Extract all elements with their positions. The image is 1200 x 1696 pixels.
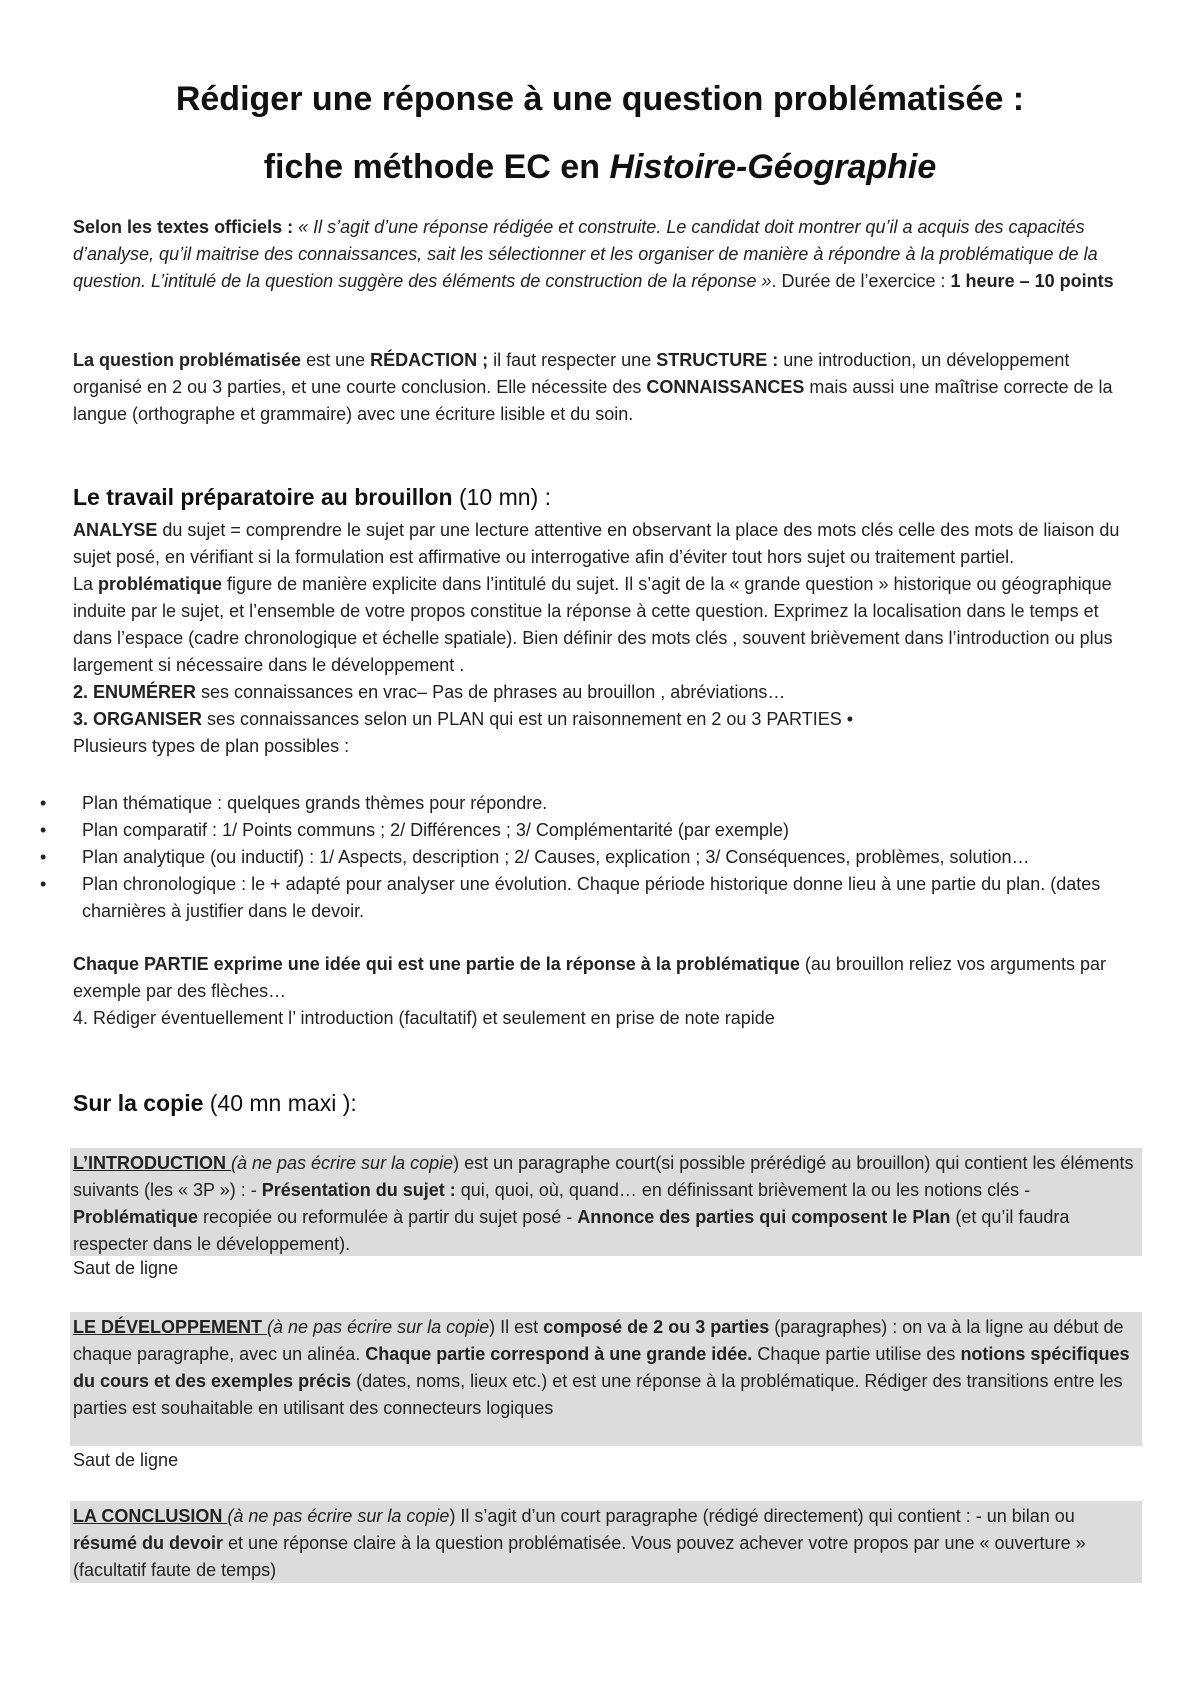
partie-rest: (au brouillon reliez vos arguments par exemple par des flèches… [73, 954, 1107, 1001]
copie-heading-rest: (40 mn maxi ): [203, 1090, 357, 1116]
step3-label: 3. ORGANISER [73, 709, 203, 729]
developpement-label: LE DÉVELOPPEMENT [73, 1317, 268, 1337]
developpement-text-1: ) Il est [489, 1317, 544, 1337]
intro-duration-prefix: . Durée de l’exercice : [771, 271, 951, 291]
step-enumerer [73, 679, 1139, 706]
page-title: Rédiger une réponse à une question problématisée : [175, 80, 1025, 118]
prob-text: figure de manière explicite dans l’intitulé du sujet. Il s’agit de la « grande question » historique ou géographique induite par le sujet, et l’ensemble de votre propos constitue la réponse à cette question. Exprimez la localisation dans le temps et dans l’espace (cadre chronologique et échelle spatiale). Bien définir des mots clés , souvent brièvement dans l’introduction ou plus largement si nécessaire dans le développement . [73, 574, 1113, 675]
developpement-text-2: (paragraphes) : on va à la ligne au début de chaque paragraphe, avec un alinéa. [73, 1317, 1124, 1364]
intro-quote: « Il s’agit d’une réponse rédigée et construite. Le candidat doit montrer qu’il a acquis des capacités d’analyse, qu’il maitrise des connaissances, sait les sélectionner et les organiser de manière à répondre à la problématique de la question. L’intitulé de la question suggère des éléments de construction de la réponse » [73, 217, 1098, 291]
bullet-icon: • [40, 847, 47, 867]
prep-section [73, 517, 1139, 760]
introduction-note: (à ne pas écrire sur la copie [231, 1153, 454, 1173]
prep-after-list [73, 951, 1139, 1032]
introduction-label: L’INTRODUCTION [73, 1153, 231, 1173]
conclusion-note: (à ne pas écrire sur la copie [227, 1506, 450, 1526]
introduction-bold-1: Présentation du sujet : [261, 1180, 456, 1200]
prep-heading-bold: Le travail préparatoire au brouillon [73, 484, 453, 510]
list-item [40, 844, 1140, 871]
prob-label: problématique [98, 574, 223, 594]
official-text-paragraph [73, 214, 1139, 295]
developpement-bold-3: notions spécifiques du cours et des exemples précis [73, 1344, 1130, 1391]
subtitle-subject: Histoire-Géographie [609, 148, 937, 186]
step2-text: ses connaissances en vrac– Pas de phrases au brouillon , abréviations… [196, 682, 786, 702]
conclusion-text-1: ) Il s’agit d’un court paragraphe (rédigé directement) qui contient : - un bilan ou [449, 1506, 1075, 1526]
prob-prefix: La [73, 574, 99, 594]
developpement-bold-2: Chaque partie correspond à une grande idée. [365, 1344, 753, 1364]
step-rediger: 4. Rédiger éventuellement l’ introduction (facultatif) et seulement en prise de note rapide [73, 1008, 775, 1028]
introduction-text-3: recopiée ou reformulée à partir du sujet posé - [198, 1207, 578, 1227]
qp-text-4: mais aussi une maîtrise correcte de la langue (orthographe et grammaire) avec une écriture lisible et du soin. [73, 377, 1113, 424]
qp-text-1: est une [301, 350, 371, 370]
bullet-icon: • [40, 874, 47, 894]
qp-text-3: une introduction, un développement organisé en 2 ou 3 parties, et une courte conclusion. Elle nécessite des [73, 350, 1070, 397]
bullet-icon: • [40, 820, 47, 840]
page-subtitle [0, 148, 1200, 187]
prep-heading [73, 484, 551, 511]
qp-redaction: RÉDACTION ; [370, 350, 489, 370]
introduction-paragraph [73, 1150, 1139, 1258]
subtitle-prefix: fiche méthode EC en [263, 148, 610, 186]
partie-bold: Chaque PARTIE exprime une idée qui est une partie de la réponse à la problématique [73, 954, 800, 974]
partie-paragraph [73, 951, 1139, 1005]
introduction-text-2: qui, quoi, où, quand… en définissant brièvement la ou les notions clés - [455, 1180, 1031, 1200]
conclusion-label: LA CONCLUSION [73, 1506, 228, 1526]
developpement-text-3: Chaque partie utilise des [752, 1344, 961, 1364]
list-item [40, 871, 1140, 925]
intro-duration: 1 heure – 10 points [950, 271, 1114, 291]
developpement-note: (à ne pas écrire sur la copie [267, 1317, 490, 1337]
developpement-paragraph [73, 1314, 1139, 1422]
step3-text: ses connaissances selon un PLAN qui est un raisonnement en 2 ou 3 PARTIES • [202, 709, 854, 729]
list-item [40, 817, 1140, 844]
introduction-bold-3: Annonce des parties qui composent le Plan [577, 1207, 951, 1227]
analyse-text: du sujet = comprendre le sujet par une lecture attentive en observant la place des mots clés celle des mots de liaison du sujet posé, en vérifiant si la formulation est affirmative ou interrogative afin d’éviter tout hors sujet ou traitement partiel. [73, 520, 1120, 567]
qp-structure: STRUCTURE : [656, 350, 779, 370]
list-item-text: Plan thématique : quelques grands thèmes pour répondre. [82, 793, 548, 813]
plan-types-list [40, 790, 1140, 925]
prep-heading-rest: (10 mn) : [452, 484, 552, 510]
qp-term: La question problématisée [73, 350, 302, 370]
bullet-icon: • [40, 793, 47, 813]
conclusion-paragraph [73, 1503, 1139, 1584]
qp-connaissances: CONNAISSANCES [646, 377, 805, 397]
introduction-text-1: ) est un paragraphe court(si possible prérédigé au brouillon) qui contient les éléments suivants (les « 3P ») : - [73, 1153, 1134, 1200]
introduction-text-4: (et qu’il faudra respecter dans le développement). [73, 1207, 1070, 1254]
step-organiser [73, 706, 1139, 733]
conclusion-bold-1: résumé du devoir [73, 1533, 224, 1553]
copie-heading-bold: Sur la copie [73, 1090, 204, 1116]
conclusion-text-2: et une réponse claire à la question problématisée. Vous pouvez achever votre propos par une « ouverture » (facultatif faute de temps) [73, 1533, 1086, 1580]
question-definition-paragraph [73, 347, 1139, 428]
developpement-text-4: (dates, noms, lieux etc.) et est une réponse à la problématique. Rédiger des transitions entre les parties est souhaitable en utilisant des connecteurs logiques [73, 1371, 1123, 1418]
list-item-text: Plan analytique (ou inductif) : 1/ Aspects, description ; 2/ Causes, explication ; 3/ Conséquences, problèmes, solution… [82, 847, 1030, 867]
line-break-note-1: Saut de ligne [73, 1258, 179, 1278]
analyse-paragraph [73, 517, 1139, 571]
analyse-label: ANALYSE [73, 520, 158, 540]
copie-heading [73, 1090, 357, 1117]
intro-lead: Selon les textes officiels : [73, 217, 299, 237]
introduction-bold-2: Problématique [73, 1207, 199, 1227]
problematique-paragraph [73, 571, 1139, 679]
plan-types-label: Plusieurs types de plan possibles : [73, 736, 350, 756]
step2-label: 2. ENUMÉRER [73, 682, 197, 702]
list-item [40, 790, 1140, 817]
qp-text-2: il faut respecter une [488, 350, 657, 370]
line-break-note-2: Saut de ligne [73, 1450, 179, 1470]
developpement-bold-1: composé de 2 ou 3 parties [543, 1317, 770, 1337]
list-item-text: Plan chronologique : le + adapté pour analyser une évolution. Chaque période historique donne lieu à une partie du plan. (dates charnières à justifier dans le devoir. [82, 874, 1101, 921]
list-item-text: Plan comparatif : 1/ Points communs ; 2/ Différences ; 3/ Complémentarité (par exemple) [82, 820, 789, 840]
